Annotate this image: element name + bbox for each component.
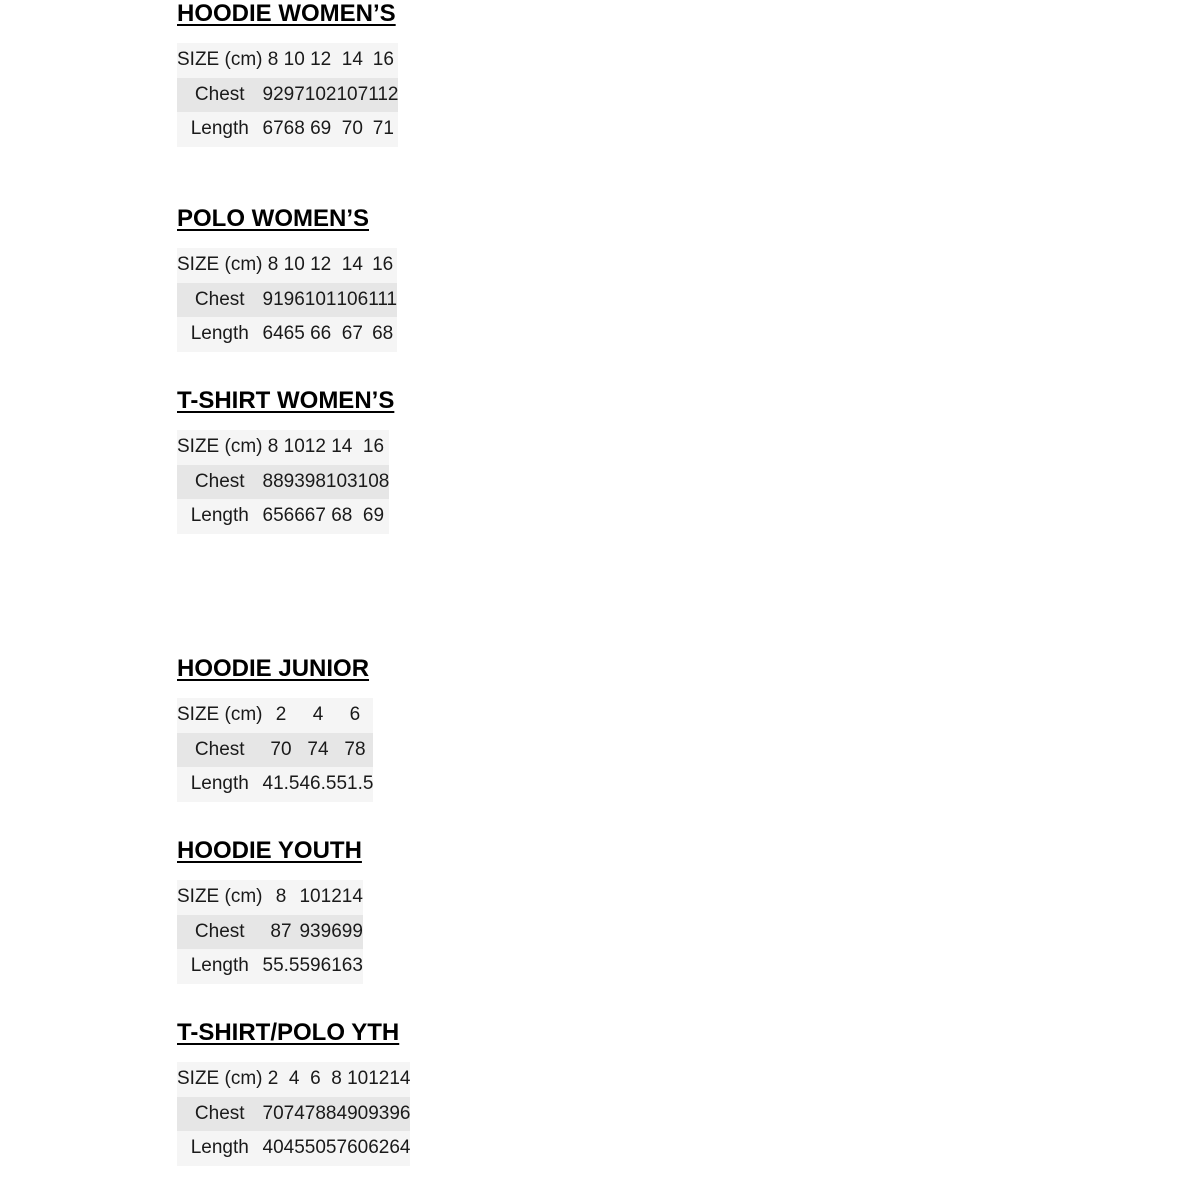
size-header-label: SIZE (cm) [177,43,263,78]
measurement-row-length [177,767,373,802]
measurement-label: Length [177,949,263,984]
size-value: 12 [305,43,337,78]
size-table [177,43,398,147]
size-header-label: SIZE (cm) [177,698,263,733]
measurement-label: Chest [177,915,263,950]
measurement-value: 97 [284,78,305,113]
measurement-value: 93 [299,915,320,950]
measurement-row-chest [177,733,373,768]
measurement-value: 69 [305,112,337,147]
measurement-value: 93 [284,465,305,500]
measurement-label: Chest [177,733,263,768]
size-value: 16 [358,430,390,465]
measurement-value: 41.5 [263,767,300,802]
section-title: HOODIE YOUTH [177,837,362,864]
measurement-value: 71 [368,112,398,147]
size-value: 10 [347,1062,368,1097]
size-value: 8 [326,1062,347,1097]
measurement-value: 68 [284,112,305,147]
measurement-value: 67 [263,112,284,147]
size-header-row [177,430,389,465]
size-value: 14 [336,43,368,78]
size-header-row [177,698,373,733]
measurement-value: 64 [389,1131,410,1166]
size-value: 8 [263,43,284,78]
measurement-value: 106 [336,283,368,318]
measurement-value: 64 [263,317,284,352]
measurement-value: 66 [305,317,337,352]
measurement-value: 65 [263,499,284,534]
measurement-value: 55.5 [263,949,300,984]
measurement-value: 67 [305,499,326,534]
size-value: 4 [284,1062,305,1097]
measurement-value: 78 [336,733,373,768]
size-value: 2 [263,698,300,733]
measurement-value: 50 [305,1131,326,1166]
measurement-row-length [177,499,389,534]
measurement-value: 96 [284,283,305,318]
measurement-value: 111 [368,283,397,318]
size-table [177,248,397,352]
measurement-value: 90 [347,1097,368,1132]
measurement-value: 70 [336,112,368,147]
size-table [177,880,363,984]
measurement-row-length [177,112,398,147]
measurement-row-chest [177,915,363,950]
size-header-label: SIZE (cm) [177,430,263,465]
measurement-label: Chest [177,465,263,500]
measurement-label: Length [177,499,263,534]
section-title: POLO WOMEN’S [177,205,369,232]
size-value: 8 [263,248,284,283]
size-value: 12 [321,880,342,915]
measurement-row-chest [177,465,389,500]
measurement-value: 70 [263,1097,284,1132]
size-value: 12 [368,1062,389,1097]
measurement-value: 96 [389,1097,410,1132]
measurement-row-length [177,317,397,352]
size-table [177,430,389,534]
size-table [177,1062,410,1166]
size-header-row [177,880,363,915]
measurement-value: 101 [305,283,337,318]
measurement-row-length [177,1131,410,1166]
size-value: 8 [263,880,300,915]
measurement-value: 59 [299,949,320,984]
size-value: 10 [284,248,305,283]
size-value: 16 [368,248,397,283]
size-header-label: SIZE (cm) [177,1062,263,1097]
measurement-value: 92 [263,78,284,113]
measurement-value: 45 [284,1131,305,1166]
measurement-row-chest [177,78,398,113]
measurement-label: Length [177,112,263,147]
measurement-value: 57 [326,1131,347,1166]
size-value: 10 [299,880,320,915]
measurement-value: 87 [263,915,300,950]
size-value: 14 [326,430,358,465]
measurement-row-length [177,949,363,984]
measurement-value: 67 [336,317,368,352]
measurement-value: 74 [299,733,336,768]
measurement-value: 62 [368,1131,389,1166]
size-value: 14 [336,248,368,283]
size-value: 6 [305,1062,326,1097]
measurement-value: 40 [263,1131,284,1166]
size-value: 14 [389,1062,410,1097]
measurement-row-chest [177,283,397,318]
measurement-value: 65 [284,317,305,352]
measurement-value: 91 [263,283,284,318]
measurement-value: 68 [368,317,397,352]
measurement-value: 63 [342,949,363,984]
measurement-value: 88 [263,465,284,500]
section-title: HOODIE WOMEN’S [177,0,396,27]
measurement-value: 98 [305,465,326,500]
size-value: 14 [342,880,363,915]
size-value: 10 [284,430,305,465]
size-header-label: SIZE (cm) [177,880,263,915]
size-table [177,698,373,802]
size-header-label: SIZE (cm) [177,248,263,283]
section-title: HOODIE JUNIOR [177,655,370,682]
measurement-value: 96 [321,915,342,950]
section-title: T-SHIRT/POLO YTH [177,1019,400,1046]
size-value: 12 [305,430,326,465]
size-header-row [177,1062,410,1097]
size-value: 2 [263,1062,284,1097]
measurement-row-chest [177,1097,410,1132]
measurement-label: Chest [177,78,263,113]
measurement-label: Chest [177,1097,263,1132]
size-header-row [177,248,397,283]
measurement-value: 60 [347,1131,368,1166]
size-value: 16 [368,43,398,78]
measurement-value: 108 [358,465,390,500]
measurement-value: 93 [368,1097,389,1132]
measurement-label: Chest [177,283,263,318]
measurement-value: 84 [326,1097,347,1132]
measurement-value: 46.5 [299,767,336,802]
size-value: 8 [263,430,284,465]
size-value: 12 [305,248,337,283]
measurement-label: Length [177,1131,263,1166]
measurement-value: 78 [305,1097,326,1132]
size-value: 4 [299,698,336,733]
size-value: 6 [336,698,373,733]
measurement-value: 70 [263,733,300,768]
measurement-value: 68 [326,499,358,534]
measurement-value: 99 [342,915,363,950]
measurement-value: 51.5 [336,767,373,802]
measurement-value: 74 [284,1097,305,1132]
measurement-label: Length [177,317,263,352]
measurement-value: 103 [326,465,358,500]
measurement-value: 112 [368,78,398,113]
size-header-row [177,43,398,78]
measurement-value: 66 [284,499,305,534]
section-title: T-SHIRT WOMEN’S [177,387,395,414]
measurement-label: Length [177,767,263,802]
size-value: 10 [284,43,305,78]
measurement-value: 69 [358,499,390,534]
measurement-value: 102 [305,78,337,113]
measurement-value: 61 [321,949,342,984]
measurement-value: 107 [336,78,368,113]
